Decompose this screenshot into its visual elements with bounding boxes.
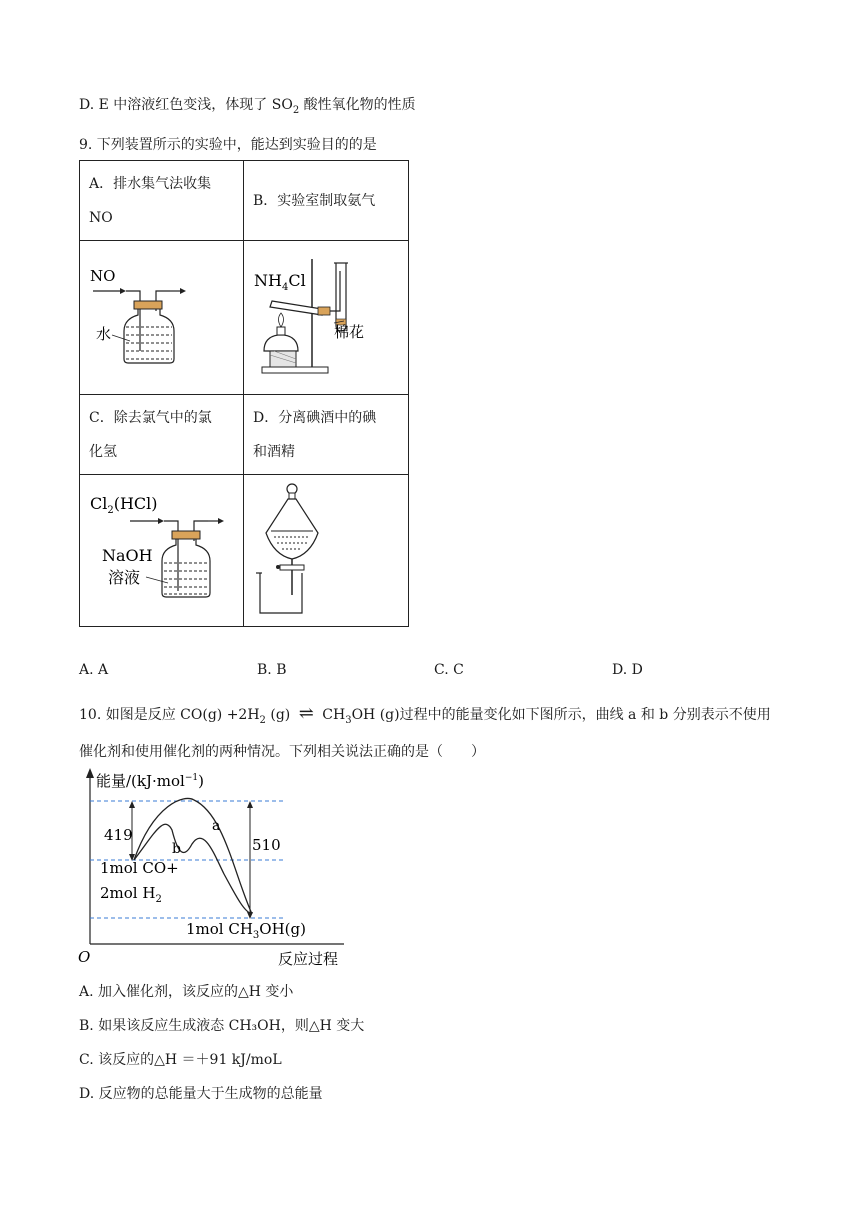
cell-c-line2: 化氢 bbox=[89, 443, 117, 460]
cell-a-line2: NO bbox=[89, 209, 113, 226]
q10-stem-line1 bbox=[79, 703, 771, 726]
q10-option-b: B. 如果该反应生成液态 CH₃OH，则△H 变大 bbox=[79, 1018, 365, 1034]
cell-c-line1: C．除去氯气中的氯 bbox=[89, 409, 212, 426]
product-label: 1mol $CH_3OH(g)$ bbox=[186, 920, 306, 941]
cell-d-line2: 和酒精 bbox=[253, 443, 295, 460]
ammonia-preparation-figure bbox=[244, 241, 408, 390]
fig-c-gas-label: $Cl_2(HCl)$ bbox=[90, 494, 158, 516]
q9-answer-a: A. A bbox=[79, 662, 109, 678]
gas-washing-bottle-naoh-figure bbox=[80, 475, 243, 622]
cell-b-figure bbox=[244, 241, 409, 395]
q8-option-d-suffix: 酸性氧化物的性质 bbox=[299, 97, 416, 113]
q8-option-d bbox=[79, 94, 416, 116]
q10-stem-sub1: 2 bbox=[259, 714, 266, 726]
cell-c-text bbox=[80, 395, 244, 475]
fig-b-cotton-label: 棉花 bbox=[334, 323, 365, 341]
cell-d-text bbox=[244, 395, 409, 475]
cell-a-text bbox=[80, 161, 244, 241]
gas-washing-bottle-water-figure bbox=[80, 241, 243, 390]
fig-a-liquid-label: 水 bbox=[96, 325, 112, 343]
q10-stem-mid: (g) bbox=[265, 707, 291, 723]
q9-answer-d: D. D bbox=[612, 662, 643, 678]
reactant-label-line1: 1mol CO+ bbox=[100, 859, 179, 877]
q9-stem: 9. 下列装置所示的实验中，能达到实验目的的是 bbox=[79, 137, 377, 153]
cell-a-line1: A．排水集气法收集 bbox=[89, 175, 212, 192]
reactant-label-line2: 2mol $H_2$ bbox=[100, 884, 162, 905]
cell-a-figure bbox=[80, 241, 244, 395]
q8-option-d-sub: 2 bbox=[292, 104, 300, 116]
q10-stem-prod: CH bbox=[317, 707, 346, 723]
cell-c-figure bbox=[80, 475, 244, 627]
fig-a-gas-label: NO bbox=[90, 267, 116, 285]
energy-profile-diagram bbox=[74, 764, 374, 974]
fig-c-liquid-line1: NaOH bbox=[102, 546, 153, 565]
q10-stem-start: 10. 如图是反应 CO(g) +2H bbox=[79, 707, 260, 723]
q10-stem-end: OH (g)过程中的能量变化如下图所示，曲线 a 和 b 分别表示不使用 bbox=[351, 707, 771, 723]
q10-option-c: C. 该反应的△H ＝＋91 kJ/moL bbox=[79, 1052, 282, 1068]
reaction-progress-label: 反应过程 bbox=[278, 950, 339, 968]
cell-d-figure bbox=[244, 475, 409, 627]
q10-option-a: A. 加入催化剂，该反应的△H 变小 bbox=[79, 984, 294, 1000]
equilibrium-arrow-icon: ⇌ bbox=[298, 703, 314, 724]
energy-axis-label: 能量/(kJ·mol$^{-1}$) bbox=[96, 772, 204, 790]
fig-b-reagent: $NH_4Cl$ bbox=[254, 271, 306, 293]
cell-b-text bbox=[244, 161, 409, 241]
q10-option-d: D. 反应物的总能量大于生成物的总能量 bbox=[79, 1086, 323, 1102]
cell-b-label: B．实验室制取氨气 bbox=[253, 192, 376, 209]
q8-option-d-prefix: D. E 中溶液红色变浅，体现了 SO bbox=[79, 97, 293, 113]
activation-energy-419: 419 bbox=[104, 826, 133, 844]
q9-apparatus-table bbox=[79, 160, 409, 627]
cell-d-line1: D．分离碘酒中的碘 bbox=[253, 409, 377, 426]
q9-answer-c: C. C bbox=[434, 662, 464, 678]
origin-label: O bbox=[78, 948, 91, 966]
energy-gap-510: 510 bbox=[252, 836, 281, 854]
curve-a-label: a bbox=[212, 818, 221, 834]
q10-stem-line2: 催化剂和使用催化剂的两种情况。下列相关说法正确的是（ ） bbox=[79, 744, 485, 760]
curve-b-label: b bbox=[172, 841, 181, 857]
q9-answer-b: B. B bbox=[257, 662, 287, 678]
separatory-funnel-figure bbox=[244, 475, 408, 622]
fig-c-liquid-line2: 溶液 bbox=[108, 568, 141, 587]
q10-stem-sub2: 3 bbox=[345, 714, 352, 726]
